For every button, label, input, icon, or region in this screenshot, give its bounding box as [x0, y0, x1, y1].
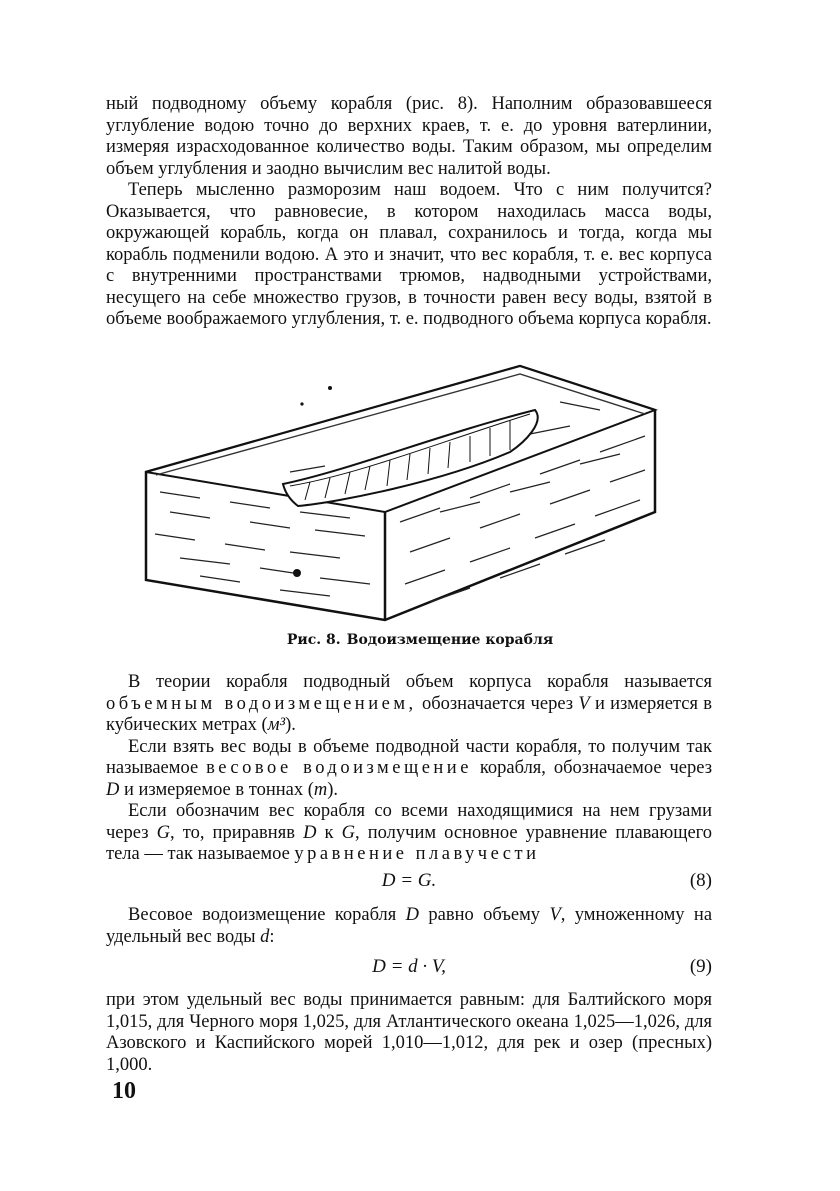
paragraph-1: ный подводному объему корабля (рис. 8). Наполним образовавшееся углубление водою точно до верхних краев, т. е. до уровня ватерлинии, измеряя израсходованное количество воды. Таким образом, мы определим объем углубления и заодно вычислим вес налитой воды. — [106, 94, 712, 179]
equation-9-formula: D = d · V, — [372, 956, 446, 977]
text-block-middle — [106, 672, 712, 866]
paragraph-2: Теперь мысленно разморозим наш водоем. Что с ним получится? Оказывается, что равновесие, в котором находилась масса воды, окружающей корабль, когда он плавал, сохранилось и тогда, когда мы корабль подменили водою. А это и значит, что вес корабля, т. е. вес корпуса с внутренними пространствами трюмов, надводными устройствами, несущего на себе множество грузов, в точности равен весу воды, взятой в объеме воображаемого углубления, т. е. подводного объема корпуса корабля. — [106, 180, 712, 329]
paragraph-3: В теории корабля подводный объем корпуса корабля называется объемным водоизмещением, обозначается через V и измеряется в кубических метрах (м³). — [106, 672, 713, 735]
ship-displacement-illustration — [140, 362, 670, 624]
figure-caption — [0, 632, 840, 648]
text-block-bottom — [106, 990, 712, 1076]
equation-8-number: (8) — [689, 870, 712, 891]
box-top-face — [146, 366, 655, 512]
paragraph-7: при этом удельный вес воды принимается равным: для Балтийского моря 1,015, для Черного моря 1,025, для Атлантического океана 1,025—1,026, для Азовского и Каспийского морей 1,010—1,012, для рек и озер (пресных) 1,000. — [106, 990, 712, 1075]
paragraph-5: Если обозначим вес корабля со всеми находящимися на нем грузами через G, то, приравняв D к G, получим основное уравнение плавающего тела — так называемое уравнение плавучести — [106, 801, 713, 864]
figure-title: Водоизмещение корабля — [346, 632, 554, 648]
paragraph-4: Если взять вес воды в объеме подводной части корабля, то получим так называемое весовое водоизмещение корабля, обозначаемое через D и измеряемое в тоннах (т). — [106, 736, 713, 800]
text-block-top — [106, 94, 712, 331]
paragraph-6: Весовое водоизмещение корабля D равно объему V, умноженному на удельный вес воды d: — [106, 905, 713, 947]
page-number: 10 — [112, 1078, 136, 1104]
equation-8-formula: D = G. — [381, 870, 437, 891]
equation-9 — [106, 956, 712, 982]
text-block-eq9-intro — [106, 905, 712, 948]
equation-9-number: (9) — [689, 956, 712, 977]
figure-label: Рис. 8. — [286, 632, 341, 648]
equation-8 — [106, 870, 712, 896]
